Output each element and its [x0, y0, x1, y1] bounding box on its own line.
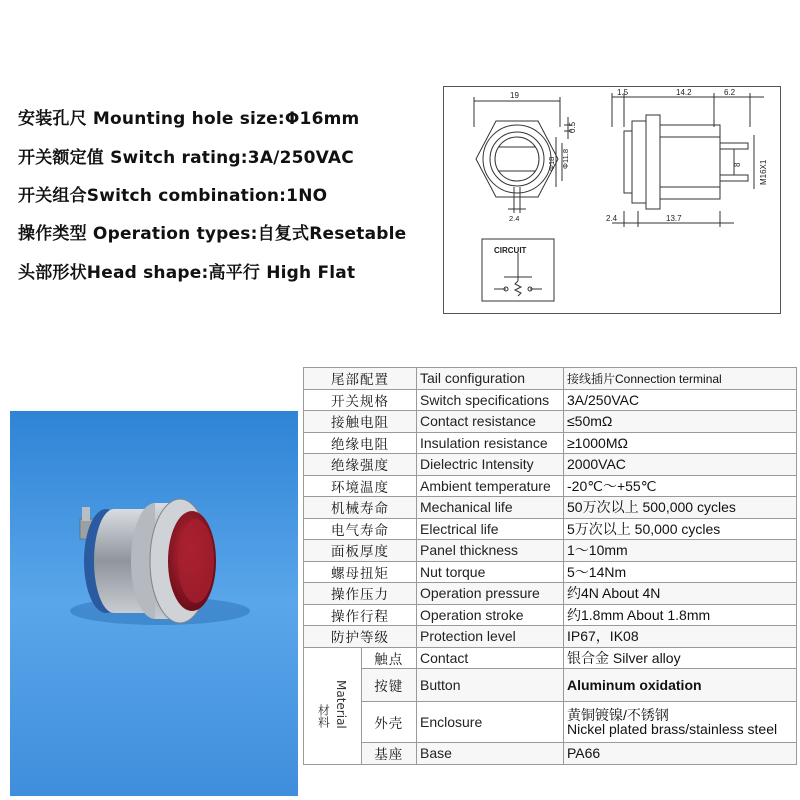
- side-view: [612, 93, 764, 227]
- dim-14-2: 14.2: [676, 88, 692, 97]
- material-cn-label: 基座: [361, 743, 417, 765]
- row-value: 约4N About 4N: [564, 583, 797, 605]
- table-row: [304, 583, 797, 605]
- row-en: Panel thickness: [417, 540, 564, 562]
- table-row: [304, 561, 797, 583]
- dimension-drawing-svg: [444, 87, 780, 313]
- spec-switch-rating: 开关额定值 Switch rating:3A/250VAC: [18, 148, 354, 168]
- dim-phi11-8: Φ11.8: [561, 148, 570, 169]
- row-cn: 操作行程: [304, 604, 417, 626]
- table-row: [304, 475, 797, 497]
- material-cn: 材料: [316, 704, 331, 729]
- row-value: -20℃～+55℃: [564, 475, 797, 497]
- table-row: [304, 389, 797, 411]
- row-cn: 开关规格: [304, 389, 417, 411]
- spec-operation-type: 操作类型 Operation types:自复式Resetable: [18, 224, 407, 244]
- row-value: ≤50mΩ: [564, 411, 797, 433]
- row-en: Switch specifications: [417, 389, 564, 411]
- table-row: [304, 454, 797, 476]
- row-en: Operation pressure: [417, 583, 564, 605]
- row-cn: 绝缘电阻: [304, 432, 417, 454]
- material-value: Aluminum oxidation: [564, 669, 797, 702]
- row-en: Ambient temperature: [417, 475, 564, 497]
- dim-13-7: 13.7: [666, 214, 682, 223]
- table-row: [304, 518, 797, 540]
- row-value: ≥1000MΩ: [564, 432, 797, 454]
- table-row-material: [304, 669, 797, 702]
- row-value: 5万次以上 50,000 cycles: [564, 518, 797, 540]
- table-row: [304, 540, 797, 562]
- table-row: [304, 432, 797, 454]
- material-cn-label: 触点: [361, 647, 417, 669]
- row-cn: 螺母扭矩: [304, 561, 417, 583]
- row-en: Protection level: [417, 626, 564, 648]
- row-cn: 环境温度: [304, 475, 417, 497]
- material-group-label: [304, 647, 362, 764]
- material-en-label: Button: [417, 669, 564, 702]
- dim-1-5: 1.5: [617, 88, 629, 97]
- table-row: [304, 626, 797, 648]
- row-value: 3A/250VAC: [564, 389, 797, 411]
- dim-8: 8: [733, 162, 742, 167]
- row-en: Insulation resistance: [417, 432, 564, 454]
- dim-2-4-side: 2.4: [606, 214, 618, 223]
- dim-phi18: Φ18: [547, 156, 556, 171]
- product-photo: [10, 411, 298, 796]
- table-row: [304, 604, 797, 626]
- table-row: [304, 497, 797, 519]
- material-en-label: Enclosure: [417, 702, 564, 743]
- material-en-label: Contact: [417, 647, 564, 669]
- row-value: 接线插片Connection terminal: [564, 368, 797, 390]
- row-en: Operation stroke: [417, 604, 564, 626]
- dim-6-2: 6.2: [724, 88, 736, 97]
- spec-switch-combination: 开关组合Switch combination:1NO: [18, 186, 328, 206]
- row-en: Tail configuration: [417, 368, 564, 390]
- row-cn: 防护等级: [304, 626, 417, 648]
- row-value: 1～10mm: [564, 540, 797, 562]
- material-value: PA66: [564, 743, 797, 765]
- dim-m16x1: M16X1: [759, 159, 768, 185]
- row-cn: 接触电阻: [304, 411, 417, 433]
- dimension-drawing: [443, 86, 781, 314]
- row-value: IP67，IK08: [564, 626, 797, 648]
- material-cn-label: 按键: [361, 669, 417, 702]
- material-cn-label: 外壳: [361, 702, 417, 743]
- row-en: Mechanical life: [417, 497, 564, 519]
- dim-19: 19: [510, 91, 519, 100]
- row-cn: 绝缘强度: [304, 454, 417, 476]
- row-en: Dielectric Intensity: [417, 454, 564, 476]
- material-value-secondary: Nickel plated brass/stainless steel: [567, 721, 778, 737]
- spec-mounting-hole: 安装孔尺 Mounting hole size:Φ16mm: [18, 109, 360, 129]
- circuit-label: CIRCUIT: [494, 246, 527, 255]
- table-row: [304, 368, 797, 390]
- material-value: 银合金 Silver alloy: [564, 647, 797, 669]
- front-view: [474, 97, 572, 213]
- row-cn: 操作压力: [304, 583, 417, 605]
- table-row: [304, 411, 797, 433]
- row-en: Nut torque: [417, 561, 564, 583]
- material-value: 黄铜镀镍/不锈钢: [567, 707, 669, 723]
- material-en-label: Base: [417, 743, 564, 765]
- table-row-material: [304, 743, 797, 765]
- row-cn: 尾部配置: [304, 368, 417, 390]
- dim-2-4-front: 2.4: [509, 214, 520, 223]
- row-value: 约1.8mm About 1.8mm: [564, 604, 797, 626]
- row-value: 50万次以上 500,000 cycles: [564, 497, 797, 519]
- row-value: 2000VAC: [564, 454, 797, 476]
- dim-0-5: 0.5: [568, 121, 577, 133]
- material-en: Material: [334, 679, 349, 729]
- row-value: 5～14Nm: [564, 561, 797, 583]
- row-cn: 面板厚度: [304, 540, 417, 562]
- table-row-material: [304, 702, 797, 743]
- row-en: Contact resistance: [417, 411, 564, 433]
- row-cn: 机械寿命: [304, 497, 417, 519]
- row-cn: 电气寿命: [304, 518, 417, 540]
- push-button-switch-image: [10, 411, 298, 796]
- spec-head-shape: 头部形状Head shape:高平行 High Flat: [18, 263, 356, 283]
- spec-table: [303, 367, 797, 765]
- table-row-material: [304, 647, 797, 669]
- row-en: Electrical life: [417, 518, 564, 540]
- material-value-cell: [564, 702, 797, 743]
